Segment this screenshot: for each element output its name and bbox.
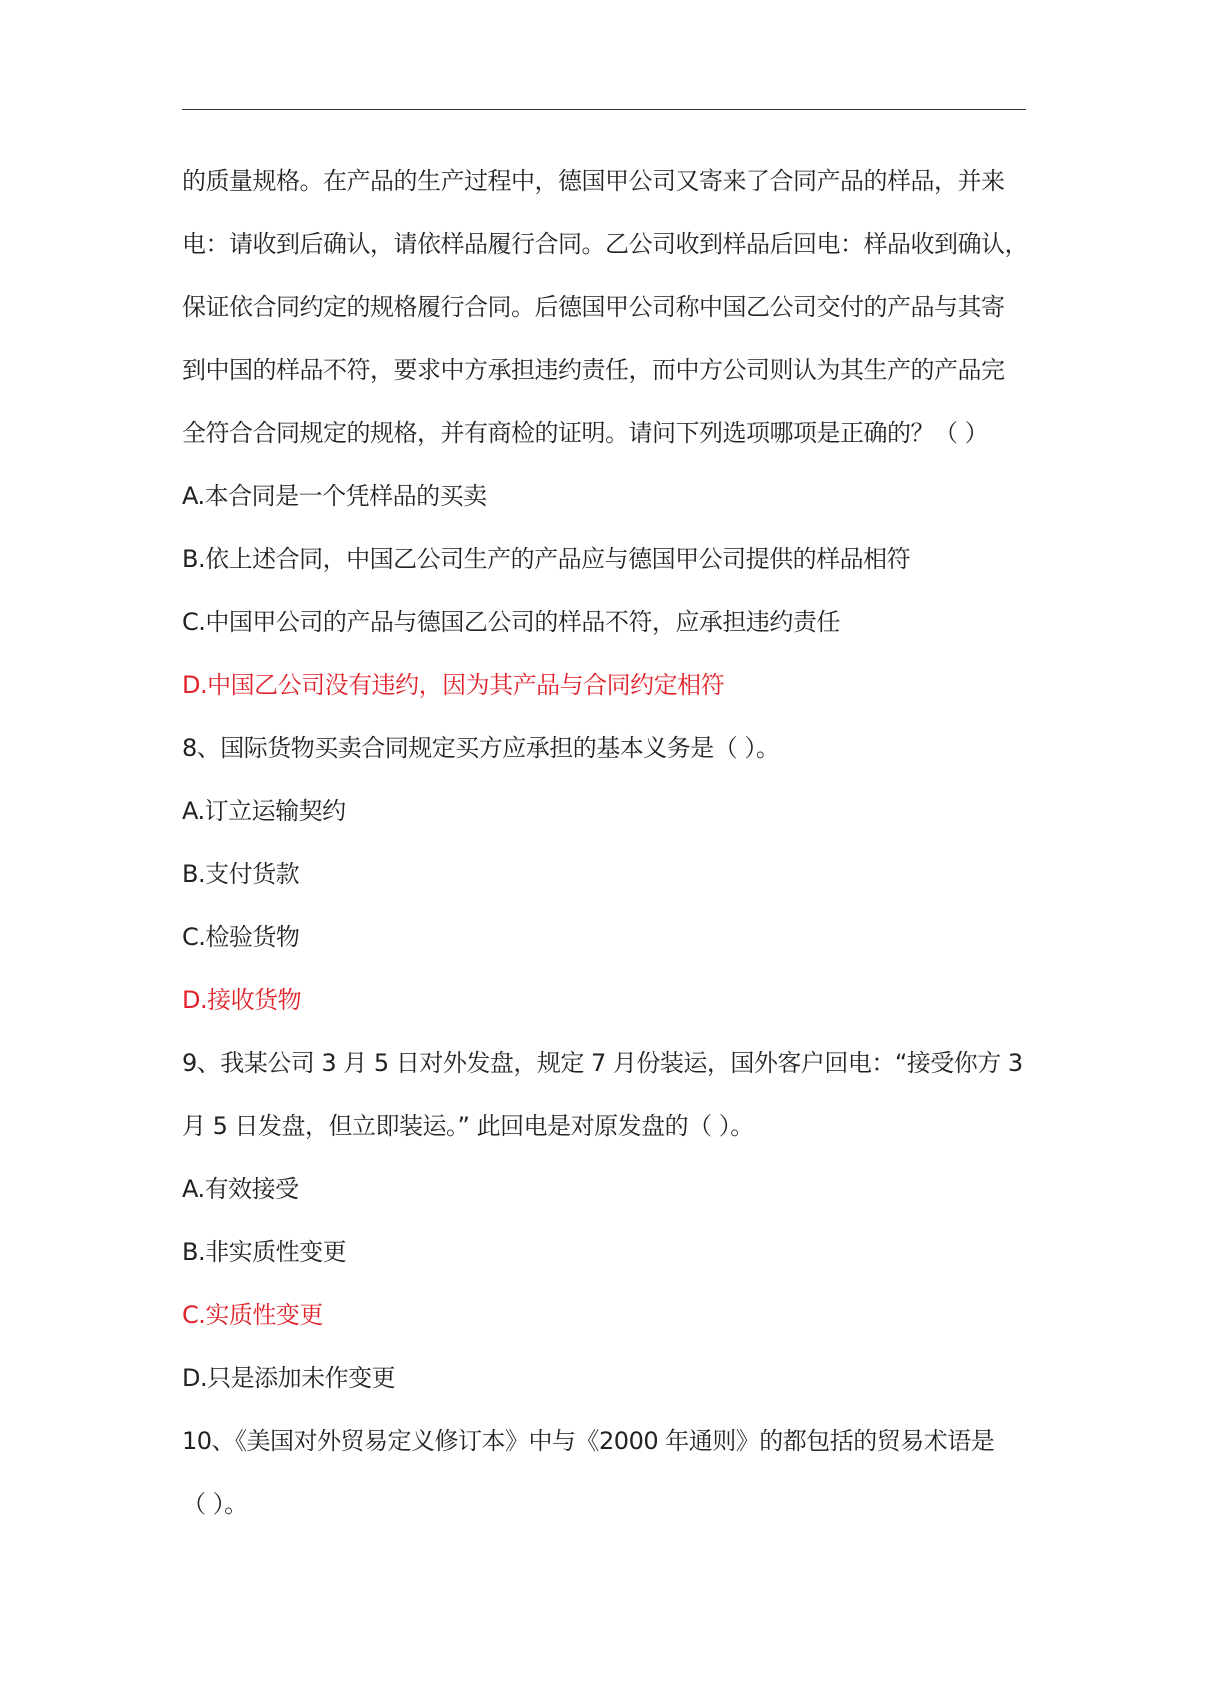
text-line: （ ）。 bbox=[182, 1490, 248, 1518]
text-line: B.支付货款 bbox=[182, 860, 300, 888]
text-line: B.依上述合同，中国乙公司生产的产品应与德国甲公司提供的样品相符 bbox=[182, 545, 911, 573]
text-line: 保证依合同约定的规格履行合同。后德国甲公司称中国乙公司交付的产品与其寄 bbox=[182, 293, 1005, 321]
text-line: 的质量规格。在产品的生产过程中，德国甲公司又寄来了合同产品的样品，并来 bbox=[182, 167, 1005, 195]
text-line: 10、《美国对外贸易定义修订本》中与《2000 年通则》的都包括的贸易术语是 bbox=[182, 1427, 995, 1455]
text-line: A.有效接受 bbox=[182, 1175, 299, 1203]
text-line: 9、我某公司 3 月 5 日对外发盘，规定 7 月份装运，国外客户回电：“接受你方 3 bbox=[182, 1049, 1023, 1077]
text-line: 电：请收到后确认，请依样品履行合同。乙公司收到样品后回电：样品收到确认， bbox=[182, 230, 1028, 258]
text-line: 全符合合同规定的规格，并有商检的证明。请问下列选项哪项是正确的？（ ） bbox=[182, 419, 989, 447]
text-line: 月 5 日发盘，但立即装运。” 此回电是对原发盘的（ ）。 bbox=[182, 1112, 754, 1140]
text-line: C.检验货物 bbox=[182, 923, 300, 951]
text-line: C.中国甲公司的产品与德国乙公司的样品不符，应承担违约责任 bbox=[182, 608, 840, 636]
text-line: A.订立运输契约 bbox=[182, 797, 346, 825]
text-line: A.本合同是一个凭样品的买卖 bbox=[182, 482, 487, 510]
answer-line: C.实质性变更 bbox=[182, 1301, 323, 1329]
text-line: 到中国的样品不符，要求中方承担违约责任，而中方公司则认为其生产的产品完 bbox=[182, 356, 1005, 384]
text-line: 8、国际货物买卖合同规定买方应承担的基本义务是（ ）。 bbox=[182, 734, 780, 762]
text-line: D.只是添加未作变更 bbox=[182, 1364, 396, 1392]
answer-line: D.中国乙公司没有违约，因为其产品与合同约定相符 bbox=[182, 671, 725, 699]
document-body bbox=[182, 150, 1028, 1536]
header-rule bbox=[182, 109, 1026, 110]
text-line: B.非实质性变更 bbox=[182, 1238, 347, 1266]
answer-line: D.接收货物 bbox=[182, 986, 302, 1014]
